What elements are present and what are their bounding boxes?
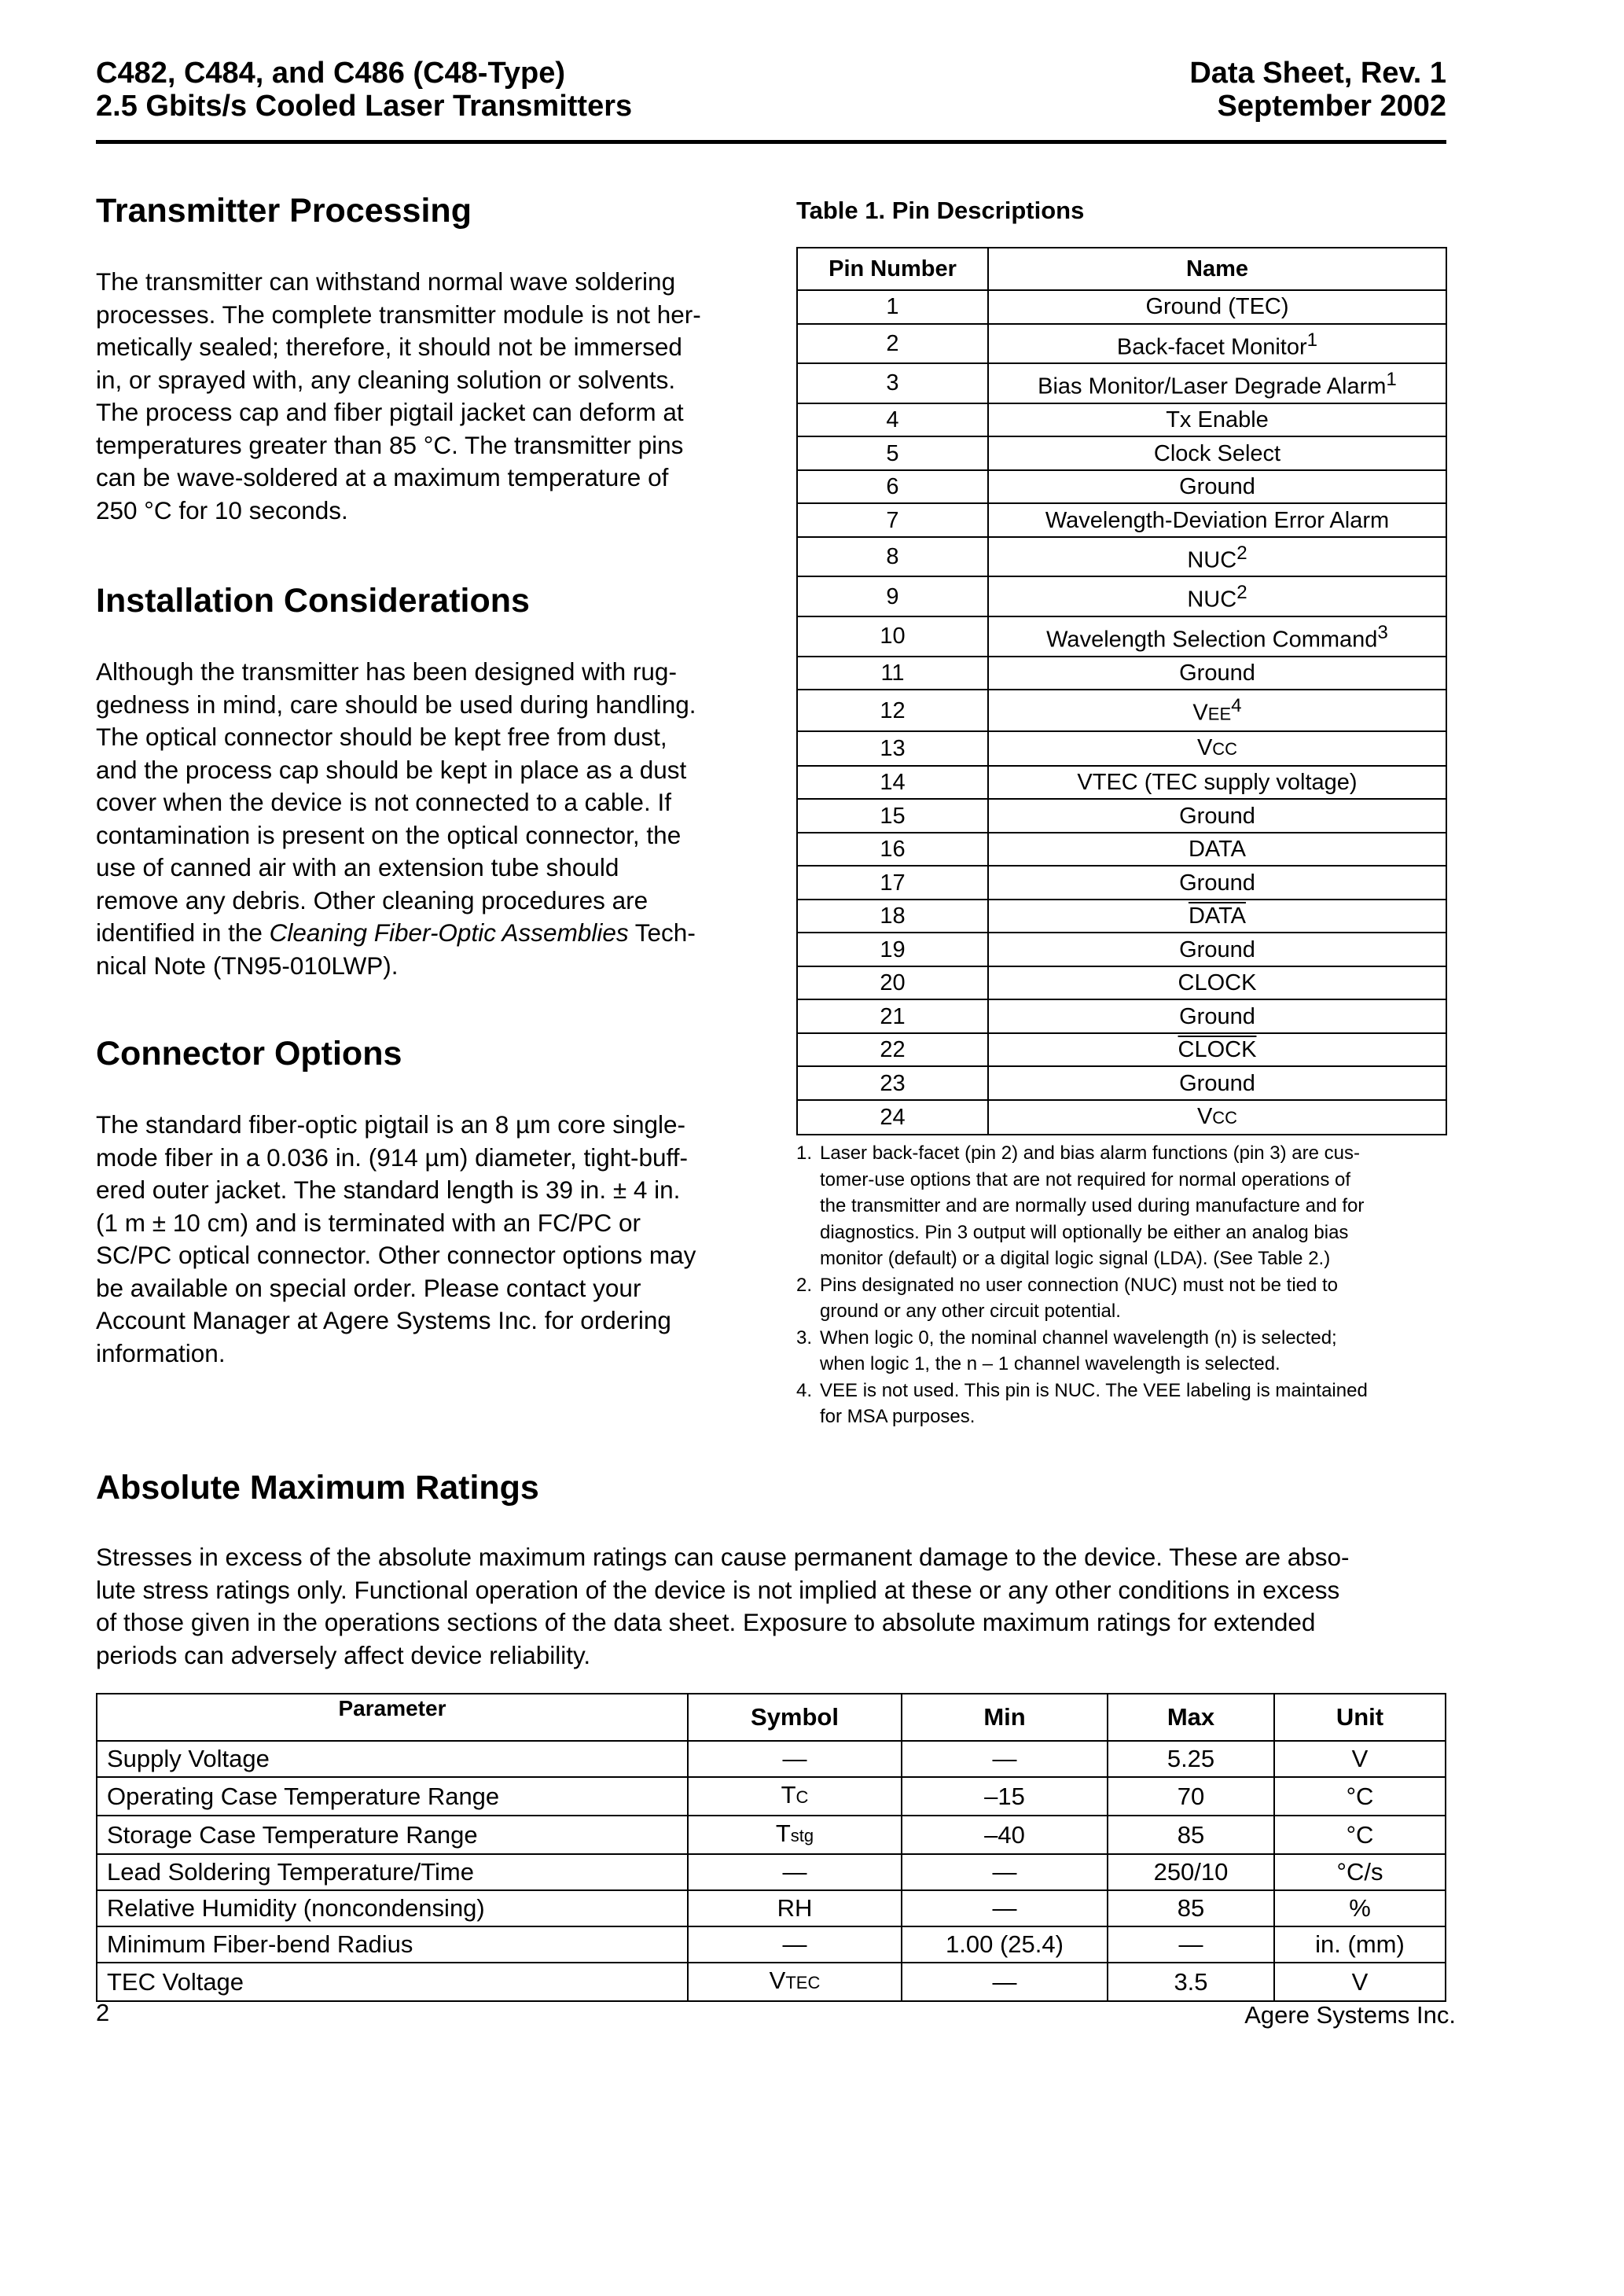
pin-name-cell	[988, 900, 1446, 933]
pin-number-cell: 3	[797, 363, 988, 403]
pin-number-cell: 24	[797, 1100, 988, 1135]
pin-name-cell	[988, 731, 1446, 766]
table-row	[797, 470, 1446, 504]
pin-name: Ground	[1179, 660, 1255, 686]
min-cell: –40	[902, 1816, 1108, 1854]
pin-number-cell: 11	[797, 657, 988, 690]
pin-name-cell	[988, 799, 1446, 833]
footnote-ref: 2	[1236, 542, 1247, 564]
pin-name-cell	[988, 1066, 1446, 1100]
table-row	[97, 1926, 1446, 1963]
table-row	[797, 731, 1446, 766]
pin-name: V	[1192, 700, 1208, 726]
pin-name: Ground	[1179, 936, 1255, 962]
parameter-cell: Lead Soldering Temperature/Time	[97, 1854, 688, 1890]
table-row	[797, 900, 1446, 933]
footnote-number: 4.	[796, 1379, 813, 1401]
paragraph-transmitter-processing: The transmitter can withstand normal wave soldering processes. The complete transmitter module is not her- metically sealed; therefore, it should not be immersed in, or sprayed with, any cleaning solution or solvents. The process cap and fiber pigtail jacket can deform at temperatures greater than 85 °C. The transmitter pins can be wave-soldered at a maximum temperature of 250 °C for 10 seconds.	[96, 267, 701, 524]
pin-name-cell	[988, 766, 1446, 800]
footnote-number: 1.	[796, 1142, 813, 1164]
min-cell: —	[902, 1963, 1108, 2001]
pin-name-subscript: CC	[1212, 1107, 1238, 1128]
unit-cell: °C	[1274, 1816, 1446, 1854]
pin-name: CLOCK	[1178, 970, 1257, 996]
pin-name-cell	[988, 1100, 1446, 1135]
pin-number-cell: 9	[797, 576, 988, 616]
pin-name-cell	[988, 470, 1446, 504]
pin-name-cell	[988, 436, 1446, 470]
table-row	[797, 1033, 1446, 1067]
col-header-unit: Unit	[1274, 1694, 1446, 1741]
table-header-row	[797, 248, 1446, 290]
footnote-text: VEE is not used. This pin is NUC. The VEE labeling is maintained for MSA purposes.	[820, 1379, 1368, 1427]
pin-name: Wavelength-Deviation Error Alarm	[1045, 507, 1390, 533]
pin-name-cell	[988, 403, 1446, 437]
footnote-ref: 1	[1306, 329, 1318, 351]
header-doc-info	[1100, 57, 1446, 123]
table-row	[797, 657, 1446, 690]
pin-number-cell: 12	[797, 690, 988, 731]
symbol-cell	[688, 1816, 902, 1854]
table-row	[797, 999, 1446, 1033]
pin-name-cell	[988, 1033, 1446, 1067]
footnote	[796, 1272, 1447, 1325]
pin-name: Bias Monitor/Laser Degrade Alarm	[1038, 373, 1387, 399]
pin-name-cell	[988, 576, 1446, 616]
pin-number-cell: 23	[797, 1066, 988, 1100]
unit-cell: V	[1274, 1741, 1446, 1777]
table-row	[797, 576, 1446, 616]
symbol-subscript: C	[795, 1787, 809, 1807]
pin-name-cell	[988, 657, 1446, 690]
pin-number-cell: 13	[797, 731, 988, 766]
pin-number-cell: 1	[797, 290, 988, 324]
installation-text-end: Tech- nical Note (TN95-010LWP).	[96, 918, 696, 980]
section-title-amr: Absolute Maximum Ratings	[96, 1469, 539, 1507]
max-cell: 85	[1108, 1816, 1274, 1854]
section-title-installation: Installation Considerations	[96, 582, 530, 620]
pin-name-cell	[988, 690, 1446, 731]
header-date: September 2002	[1217, 90, 1446, 123]
pin-number-cell: 14	[797, 766, 988, 800]
table-row	[797, 537, 1446, 577]
paragraph-connector: The standard fiber-optic pigtail is an 8 µm core single- mode fiber in a 0.036 in. (914 µm) diameter, tight-buff- ered outer jacket. The standard length is 39 in. ± 4 in. (1 m ± 10 cm) and is terminated with an FC/PC or SC/PC optical connector. Other connector options may be available on special order. Please contact your Account Manager at Agere Systems Inc. for ordering information.	[96, 1110, 696, 1367]
parameter-cell: TEC Voltage	[97, 1963, 688, 2001]
pin-name-cell	[988, 324, 1446, 364]
pin-number-cell: 15	[797, 799, 988, 833]
pin-name-cell	[988, 999, 1446, 1033]
min-cell: —	[902, 1854, 1108, 1890]
max-cell: 250/10	[1108, 1854, 1274, 1890]
pin-name: VTEC (TEC supply voltage)	[1077, 770, 1358, 796]
symbol-subscript: TEC	[785, 1973, 821, 1992]
header-product: C482, C484, and C486 (C48-Type)	[96, 57, 565, 90]
max-cell: 5.25	[1108, 1741, 1274, 1777]
pin-name: Tx Enable	[1166, 407, 1269, 433]
footnote	[796, 1140, 1447, 1272]
col-header-min: Min	[902, 1694, 1108, 1741]
header-rule	[96, 140, 1446, 144]
pin-name-cell	[988, 616, 1446, 657]
table-row	[97, 1963, 1446, 2001]
pin-number-cell: 21	[797, 999, 988, 1033]
section-title-transmitter-processing: Transmitter Processing	[96, 192, 472, 230]
pin-name: V	[1196, 734, 1213, 760]
pin-name: CLOCK	[1178, 1037, 1257, 1063]
footnote-number: 3.	[796, 1326, 813, 1349]
footnote-text: When logic 0, the nominal channel wavelength (n) is selected; when logic 1, the n – 1 channel wavelength is selected.	[820, 1326, 1337, 1374]
pin-number-cell: 4	[797, 403, 988, 437]
pin-name-cell	[988, 966, 1446, 1000]
col-header-pin-number: Pin Number	[797, 248, 988, 290]
table-row	[797, 363, 1446, 403]
pin-name: Ground	[1179, 803, 1255, 829]
table-row	[97, 1816, 1446, 1854]
col-header-symbol: Symbol	[688, 1694, 902, 1741]
pin-name-cell	[988, 537, 1446, 577]
pin-number-cell: 7	[797, 503, 988, 537]
symbol-cell: RH	[688, 1890, 902, 1926]
min-cell: —	[902, 1890, 1108, 1926]
footnote	[796, 1378, 1447, 1430]
table-header-row	[97, 1694, 1446, 1741]
footnote-ref: 1	[1386, 369, 1397, 391]
pin-name: NUC	[1187, 587, 1237, 613]
footnote-text: Laser back-facet (pin 2) and bias alarm functions (pin 3) are cus- tomer-use options that are not required for normal operations of the transmitter and are normally used during manufacture and for diagnostics. Pin 3 output will optionally be either an analog bias monitor (default) or a digital logic signal (LDA). (See Table 2.)	[820, 1142, 1365, 1269]
parameter-cell: Supply Voltage	[97, 1741, 688, 1777]
pin-name-subscript: CC	[1212, 738, 1238, 759]
pin-descriptions-table	[796, 247, 1447, 1135]
footer-company: Agere Systems Inc.	[1244, 2001, 1456, 2029]
table-row	[797, 933, 1446, 966]
table-row	[797, 766, 1446, 800]
paragraph-amr: Stresses in excess of the absolute maximum ratings can cause permanent damage to the device. These are abso- lute stress ratings only. Functional operation of the device is not implied at these or any other conditions in excess of those given in the operations sections of the data sheet. Exposure to absolute maximum ratings for extended periods can adversely affect device reliability.	[96, 1543, 1350, 1669]
symbol-cell: —	[688, 1741, 902, 1777]
table-row	[797, 290, 1446, 324]
parameter-cell: Storage Case Temperature Range	[97, 1816, 688, 1854]
unit-cell: °C/s	[1274, 1854, 1446, 1890]
pin-table-caption: Table 1. Pin Descriptions	[796, 197, 1085, 224]
pin-number-cell: 2	[797, 324, 988, 364]
pin-number-cell: 22	[797, 1033, 988, 1067]
table-row	[97, 1854, 1446, 1890]
table-row	[797, 503, 1446, 537]
table-row	[797, 833, 1446, 867]
pin-name: DATA	[1188, 837, 1247, 863]
footnote	[796, 1325, 1447, 1378]
symbol-cell: —	[688, 1854, 902, 1890]
header-title	[96, 57, 632, 123]
pin-number-cell: 17	[797, 866, 988, 900]
pin-name: DATA	[1188, 903, 1247, 929]
table-row	[797, 436, 1446, 470]
pin-name-cell	[988, 833, 1446, 867]
max-cell: 3.5	[1108, 1963, 1274, 2001]
pin-name-cell	[988, 363, 1446, 403]
symbol-cell	[688, 1777, 902, 1816]
pin-name-cell	[988, 503, 1446, 537]
col-header-max: Max	[1108, 1694, 1274, 1741]
table-row	[797, 966, 1446, 1000]
pin-name: Ground	[1179, 1070, 1255, 1096]
pin-name-cell	[988, 290, 1446, 324]
page-number: 2	[96, 1999, 110, 2026]
table-row	[797, 324, 1446, 364]
section-title-connector: Connector Options	[96, 1035, 402, 1073]
pin-table-footnotes	[796, 1140, 1447, 1430]
parameter-cell: Relative Humidity (noncondensing)	[97, 1890, 688, 1926]
min-cell: –15	[902, 1777, 1108, 1816]
max-cell: 70	[1108, 1777, 1274, 1816]
table-row	[797, 403, 1446, 437]
col-header-name: Name	[988, 248, 1446, 290]
pin-number-cell: 6	[797, 470, 988, 504]
unit-cell: °C	[1274, 1777, 1446, 1816]
symbol-main: T	[781, 1781, 796, 1808]
table-row	[797, 616, 1446, 657]
max-cell: 85	[1108, 1890, 1274, 1926]
pin-name: Ground	[1179, 870, 1255, 896]
pin-number-cell: 20	[797, 966, 988, 1000]
unit-cell: in. (mm)	[1274, 1926, 1446, 1963]
symbol-cell: —	[688, 1926, 902, 1963]
pin-number-cell: 19	[797, 933, 988, 966]
pin-number-cell: 10	[797, 616, 988, 657]
footnote-number: 2.	[796, 1274, 813, 1296]
pin-name: V	[1196, 1103, 1213, 1129]
header-subtitle: 2.5 Gbits/s Cooled Laser Transmitters	[96, 90, 633, 123]
symbol-cell	[688, 1963, 902, 2001]
footnote-text: Pins designated no user connection (NUC) must not be tied to ground or any other circuit potential.	[820, 1274, 1339, 1322]
footnote-ref: 3	[1377, 622, 1388, 644]
table-row	[797, 1100, 1446, 1135]
pin-number-cell: 16	[797, 833, 988, 867]
symbol-main: V	[769, 1967, 786, 1994]
unit-cell: V	[1274, 1963, 1446, 2001]
max-cell: —	[1108, 1926, 1274, 1963]
pin-name: Wavelength Selection Command	[1046, 627, 1378, 653]
header-revision: Data Sheet, Rev. 1	[1189, 57, 1446, 90]
min-cell: —	[902, 1741, 1108, 1777]
pin-number-cell: 8	[797, 537, 988, 577]
pin-number-cell: 5	[797, 436, 988, 470]
footnote-ref: 2	[1236, 582, 1247, 604]
unit-cell: %	[1274, 1890, 1446, 1926]
table-row	[97, 1777, 1446, 1816]
footnote-ref: 4	[1231, 695, 1242, 717]
table-row	[97, 1741, 1446, 1777]
table-row	[797, 866, 1446, 900]
parameter-cell: Operating Case Temperature Range	[97, 1777, 688, 1816]
installation-text: Although the transmitter has been designed with rug- gedness in mind, care should be used during handling. The optical connector should be kept free from dust, and the process cap should be kept in place as a dust cover when the device is not connected to a cable. If contamination is present on the optical connector, the use of canned air with an extension tube should remove any debris. Other cleaning procedures are identified in the	[96, 657, 696, 947]
pin-number-cell: 18	[797, 900, 988, 933]
parameter-cell: Minimum Fiber-bend Radius	[97, 1926, 688, 1963]
min-cell: 1.00 (25.4)	[902, 1926, 1108, 1963]
pin-name-subscript: EE	[1207, 704, 1232, 724]
pin-name: Clock Select	[1153, 440, 1281, 466]
pin-name: NUC	[1187, 547, 1237, 573]
ratings-table	[96, 1693, 1446, 2002]
paragraph-installation	[96, 656, 780, 982]
table-row	[797, 799, 1446, 833]
table-row	[797, 690, 1446, 731]
table-row	[97, 1890, 1446, 1926]
symbol-subscript: stg	[790, 1826, 814, 1845]
cited-document-title: Cleaning Fiber-Optic Assemblies	[269, 918, 629, 947]
pin-name-cell	[988, 866, 1446, 900]
pin-name: Ground	[1179, 1003, 1255, 1029]
symbol-main: T	[775, 1820, 791, 1847]
table-row	[797, 1066, 1446, 1100]
col-header-parameter: Parameter	[97, 1694, 688, 1741]
pin-name-cell	[988, 933, 1446, 966]
pin-name: Ground (TEC)	[1145, 294, 1289, 320]
pin-name: Back-facet Monitor	[1116, 334, 1307, 360]
pin-name: Ground	[1179, 474, 1255, 500]
